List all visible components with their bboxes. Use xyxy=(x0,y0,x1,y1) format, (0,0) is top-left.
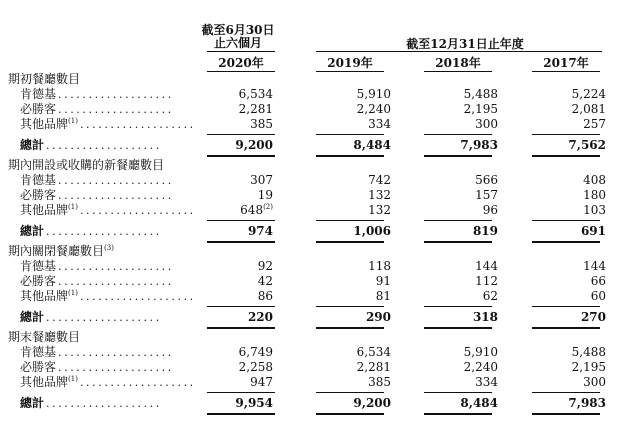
section-title-row xyxy=(0,158,619,173)
cell-value: 2,081 xyxy=(571,102,606,116)
row-label: 肯德基 ................... xyxy=(20,173,174,187)
cell-value: 92 xyxy=(257,259,273,273)
leader-dots: ................... xyxy=(58,174,174,187)
total-value: 8,484 xyxy=(460,396,498,410)
total-value: 9,200 xyxy=(353,396,391,410)
footnote-marker: (3) xyxy=(104,244,114,252)
section-title-row xyxy=(0,244,619,259)
total-rule xyxy=(424,413,492,415)
total-value: 220 xyxy=(247,310,273,324)
subtotal-rule xyxy=(207,392,275,393)
leader-dots: ................... xyxy=(46,397,162,410)
row-label: 肯德基 ................... xyxy=(20,259,174,273)
leader-dots: ................... xyxy=(58,103,174,116)
cell-value: 947 xyxy=(250,375,273,389)
cell-value: 42 xyxy=(257,274,273,288)
cell-value: 408 xyxy=(583,173,606,187)
cell-value: 5,224 xyxy=(571,87,606,101)
subtotal-rule xyxy=(316,220,384,221)
subtotal-rule xyxy=(207,220,275,221)
cell-value: 5,488 xyxy=(463,87,498,101)
total-rule xyxy=(424,155,492,157)
footnote-marker: (1) xyxy=(68,289,78,297)
subtotal-rule xyxy=(207,134,275,135)
total-rule xyxy=(532,327,600,329)
table-row xyxy=(0,102,619,117)
section-title: 期內開設或收購的新餐廳數目 xyxy=(8,158,165,172)
cell-value: 19 xyxy=(257,188,273,202)
cell-value: 334 xyxy=(368,117,391,131)
cell-value: 2,195 xyxy=(571,360,606,374)
subtotal-rule xyxy=(316,134,384,135)
subtotal-rule xyxy=(424,134,492,135)
total-rule xyxy=(316,327,384,329)
subtotal-rule xyxy=(532,134,600,135)
total-rule xyxy=(532,241,600,243)
total-rule xyxy=(207,413,275,415)
cell-value: 5,910 xyxy=(463,345,498,359)
total-row xyxy=(0,310,619,325)
total-label: 總計 ................... xyxy=(20,224,162,238)
cell-value: 6,534 xyxy=(238,87,273,101)
row-label: 其他品牌$^{(1)}$ ................... xyxy=(20,375,196,389)
table-row xyxy=(0,188,619,203)
cell-value: 385 xyxy=(250,117,273,131)
cell-value: 103 xyxy=(583,203,606,217)
table-row xyxy=(0,274,619,289)
total-value: 691 xyxy=(580,224,606,238)
total-value: 819 xyxy=(472,224,498,238)
total-value: 9,954 xyxy=(235,396,273,410)
footnote-marker: (1) xyxy=(68,203,78,211)
subtotal-rule xyxy=(424,220,492,221)
section-title-row xyxy=(0,330,619,345)
total-row xyxy=(0,396,619,411)
row-label: 必勝客 ................... xyxy=(20,274,174,288)
footnote-marker: (1) xyxy=(68,375,78,383)
footnote-marker: (1) xyxy=(68,117,78,125)
year-end-header: 截至12月31日止年度 xyxy=(406,37,524,51)
total-row xyxy=(0,138,619,153)
leader-dots: ................... xyxy=(58,361,174,374)
leader-dots: ................... xyxy=(79,118,196,131)
six-month-header-line1: 截至6月30日 xyxy=(201,23,275,37)
cell-value: 2,195 xyxy=(463,102,498,116)
row-label: 其他品牌$^{(1)}$ ................... xyxy=(20,117,196,131)
total-value: 9,200 xyxy=(235,138,273,152)
leader-dots: ................... xyxy=(79,290,196,303)
total-value: 974 xyxy=(247,224,273,238)
cell-value: 91 xyxy=(375,274,391,288)
column-header-2018: 2018年 xyxy=(435,56,481,70)
section-title-row xyxy=(0,72,619,87)
cell-value: 257 xyxy=(583,117,606,131)
total-label: 總計 ................... xyxy=(20,138,162,152)
leader-dots: ................... xyxy=(46,225,162,238)
cell-value: 144 xyxy=(583,259,606,273)
section-title: 期內關閉餐廳數目$^{(3)}$ xyxy=(8,244,114,258)
six-month-header-line2: 止六個月 xyxy=(213,36,262,50)
total-rule xyxy=(424,327,492,329)
cell-value: 66 xyxy=(590,274,606,288)
cell-value: 132 xyxy=(368,203,391,217)
row-label: 必勝客 ................... xyxy=(20,360,174,374)
subtotal-rule xyxy=(316,392,384,393)
subtotal-rule xyxy=(532,392,600,393)
cell-value: 2,281 xyxy=(238,102,273,116)
leader-dots: ................... xyxy=(46,311,162,324)
cell-value: 2,258 xyxy=(238,360,273,374)
cell-value: 648$^{(2)}$ xyxy=(240,203,273,217)
table-row xyxy=(0,173,619,188)
leader-dots: ................... xyxy=(46,139,162,152)
cell-value: 62 xyxy=(482,289,498,303)
header-rule-six-month xyxy=(207,51,275,52)
total-value: 270 xyxy=(580,310,606,324)
leader-dots: ................... xyxy=(58,346,174,359)
cell-value: 566 xyxy=(475,173,498,187)
total-value: 1,006 xyxy=(353,224,391,238)
total-rule xyxy=(424,241,492,243)
cell-value: 180 xyxy=(583,188,606,202)
total-rule xyxy=(207,155,275,157)
cell-value: 334 xyxy=(475,375,498,389)
cell-value: 96 xyxy=(482,203,498,217)
subtotal-rule xyxy=(424,306,492,307)
total-rule xyxy=(316,413,384,415)
table-row xyxy=(0,259,619,274)
total-rule xyxy=(316,155,384,157)
total-value: 7,983 xyxy=(460,138,498,152)
cell-value: 742 xyxy=(368,173,391,187)
row-label: 必勝客 ................... xyxy=(20,188,174,202)
cell-value: 300 xyxy=(583,375,606,389)
cell-value: 118 xyxy=(368,259,391,273)
cell-value: 385 xyxy=(368,375,391,389)
total-value: 318 xyxy=(472,310,498,324)
section-title: 期初餐廳數目 xyxy=(8,72,81,86)
column-header-2020: 2020年 xyxy=(218,56,264,70)
total-value: 7,562 xyxy=(568,138,606,152)
total-rule xyxy=(532,155,600,157)
cell-value: 112 xyxy=(475,274,498,288)
column-header-2019: 2019年 xyxy=(327,56,373,70)
subtotal-rule xyxy=(532,306,600,307)
total-rule xyxy=(207,241,275,243)
leader-dots: ................... xyxy=(79,204,196,217)
row-label: 必勝客 ................... xyxy=(20,102,174,116)
footnote-marker: (2) xyxy=(263,203,273,211)
subtotal-rule xyxy=(207,306,275,307)
cell-value: 86 xyxy=(257,289,273,303)
total-label: 總計 ................... xyxy=(20,396,162,410)
total-rule xyxy=(316,241,384,243)
cell-value: 5,910 xyxy=(356,87,391,101)
cell-value: 6,749 xyxy=(238,345,273,359)
cell-value: 144 xyxy=(475,259,498,273)
total-label: 總計 ................... xyxy=(20,310,162,324)
subtotal-rule xyxy=(532,220,600,221)
cell-value: 60 xyxy=(590,289,606,303)
row-label: 其他品牌$^{(1)}$ ................... xyxy=(20,289,196,303)
row-label: 肯德基 ................... xyxy=(20,345,174,359)
cell-value: 157 xyxy=(475,188,498,202)
cell-value: 2,240 xyxy=(356,102,391,116)
cell-value: 300 xyxy=(475,117,498,131)
table-row xyxy=(0,360,619,375)
cell-value: 307 xyxy=(250,173,273,187)
table-row xyxy=(0,203,619,218)
total-value: 7,983 xyxy=(568,396,606,410)
subtotal-rule xyxy=(316,306,384,307)
table-row xyxy=(0,345,619,360)
total-rule xyxy=(207,327,275,329)
row-label: 肯德基 ................... xyxy=(20,87,174,101)
section-title: 期末餐廳數目 xyxy=(8,330,81,344)
cell-value: 2,240 xyxy=(463,360,498,374)
table-row xyxy=(0,289,619,304)
cell-value: 81 xyxy=(375,289,391,303)
cell-value: 6,534 xyxy=(356,345,391,359)
leader-dots: ................... xyxy=(58,275,174,288)
header-rule-year-end xyxy=(316,51,602,52)
leader-dots: ................... xyxy=(58,88,174,101)
leader-dots: ................... xyxy=(79,376,196,389)
total-rule xyxy=(532,413,600,415)
cell-value: 132 xyxy=(368,188,391,202)
column-header-2017: 2017年 xyxy=(543,56,589,70)
subtotal-rule xyxy=(424,392,492,393)
leader-dots: ................... xyxy=(58,260,174,273)
total-row xyxy=(0,224,619,239)
total-value: 8,484 xyxy=(353,138,391,152)
table-row xyxy=(0,87,619,102)
cell-value: 2,281 xyxy=(356,360,391,374)
table-row xyxy=(0,375,619,390)
total-value: 290 xyxy=(365,310,391,324)
cell-value: 5,488 xyxy=(571,345,606,359)
table-row xyxy=(0,117,619,132)
leader-dots: ................... xyxy=(58,189,174,202)
row-label: 其他品牌$^{(1)}$ ................... xyxy=(20,203,196,217)
